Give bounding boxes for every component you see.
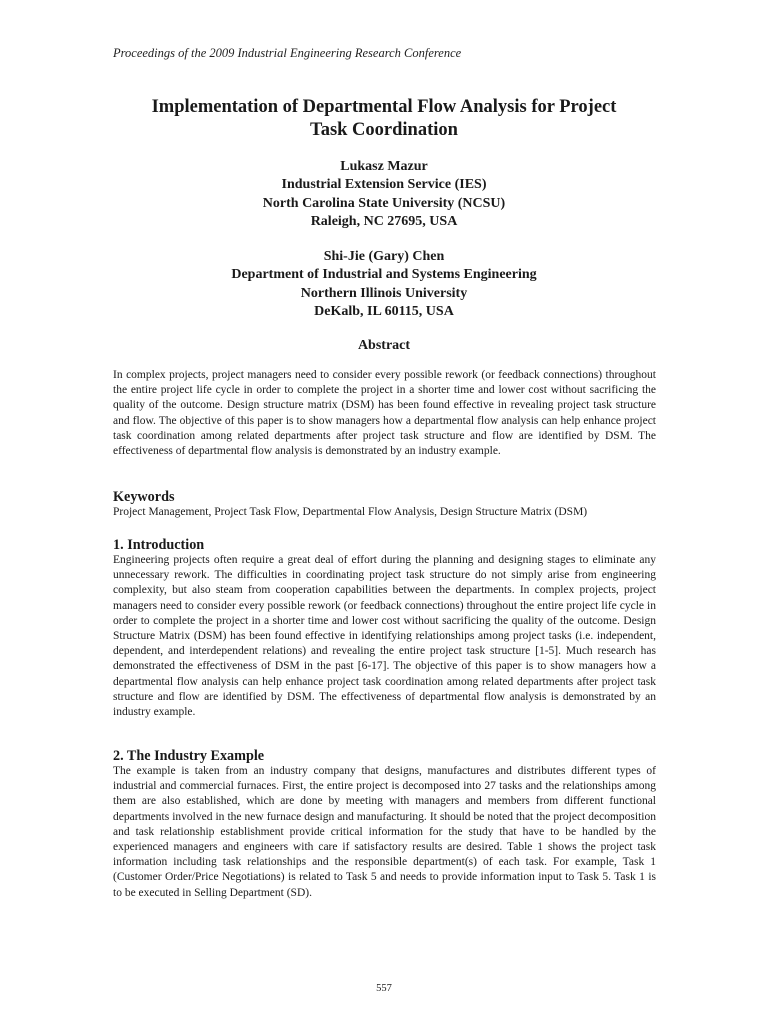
author-name: Shi-Jie (Gary) Chen [323,249,445,264]
author-affiliation: Northern Illinois University [300,285,468,301]
running-head: Proceedings of the 2009 Industrial Engineering Research Conference [113,46,462,60]
section-heading-introduction: 1. Introduction [113,537,205,553]
author-name: Lukasz Mazur [340,159,428,174]
author-address: DeKalb, IL 60115, USA [314,303,454,319]
title-line-1: Implementation of Departmental Flow Analysis for Project [151,97,617,117]
page-number: 557 [376,983,392,994]
paper-title [80,96,688,142]
keywords-text: Project Management, Project Task Flow, Departmental Flow Analysis, Design Structure Matrix (DSM) [113,506,588,518]
author-affiliation: North Carolina State University (NCSU) [262,195,506,211]
author-address: Raleigh, NC 27695, USA [310,213,458,229]
section-heading-industry-example: 2. The Industry Example [113,748,265,764]
author-block-2 [80,248,688,321]
keywords-heading: Keywords [113,489,175,505]
author-affiliation: Industrial Extension Service (IES) [281,177,487,193]
section-text-industry-example: The example is taken from an industry company that designs, manufactures and distributes different types of industrial and commercial furnaces. First, the entire project is decomposed into 27 tasks and the relationships among them are also established, which are done by meeting with managers and members from different functional departments involved in the new furnace design and manufacturing. It should be noted that the project decomposition and task relationship establishment provide critical information for the study that have to be handled by the experienced managers and engineers with care if satisfactory results are desired. Table 1 shows the project task information including task relationships and the responsible department(s) of each task. For example, Task 1 (Customer Order/Price Negotiations) is related to Task 5 and needs to provide information input to Task 5. Task 1 is to be executed in Selling Department (SD). [113,765,656,899]
abstract-heading: Abstract [357,338,411,353]
section-text-introduction: Engineering projects often require a great deal of effort during the planning and designing stages to eliminate any unnecessary rework. The difficulties in coordinating project task structure do not simply arise from engineering complexity, but also steam from cooperation capabilities between the departments. In complex projects, project managers need to consider every possible rework (or feedback connections) throughout the entire project life cycle in order to complete the project in a shorter time and lower cost without sacrificing the quality of the outcome. Design Structure Matrix (DSM) has been found effective in identifying relationships among project tasks (i.e. independent, dependent, and interdependent relations) and revealing the entire project task structure [1-5]. Much research has demonstrated the effectiveness of DSM in the past [6-17]. The objective of this paper is to show managers how a departmental flow analysis can help enhance project task coordination among related departments after project task structure and flow are identified by DSM. The effectiveness of departmental flow analysis is demonstrated by an industry example. [113,554,656,719]
title-line-2: Task Coordination [310,120,458,140]
author-block-1 [80,158,688,231]
author-affiliation: Department of Industrial and Systems Engineering [231,267,537,283]
abstract-text: In complex projects, project managers need to consider every possible rework (or feedback connections) throughout the entire project life cycle in order to complete the project in a shorter time and lower cost without sacrificing the quality of the outcome. Design structure matrix (DSM) has been found effective in revealing project task structure and flow. The objective of this paper is to show managers how a departmental flow analysis can help enhance project task coordination among related departments after project task structure and flow are identified by DSM. The effectiveness of departmental flow analysis is demonstrated by an industry example. [113,369,656,458]
